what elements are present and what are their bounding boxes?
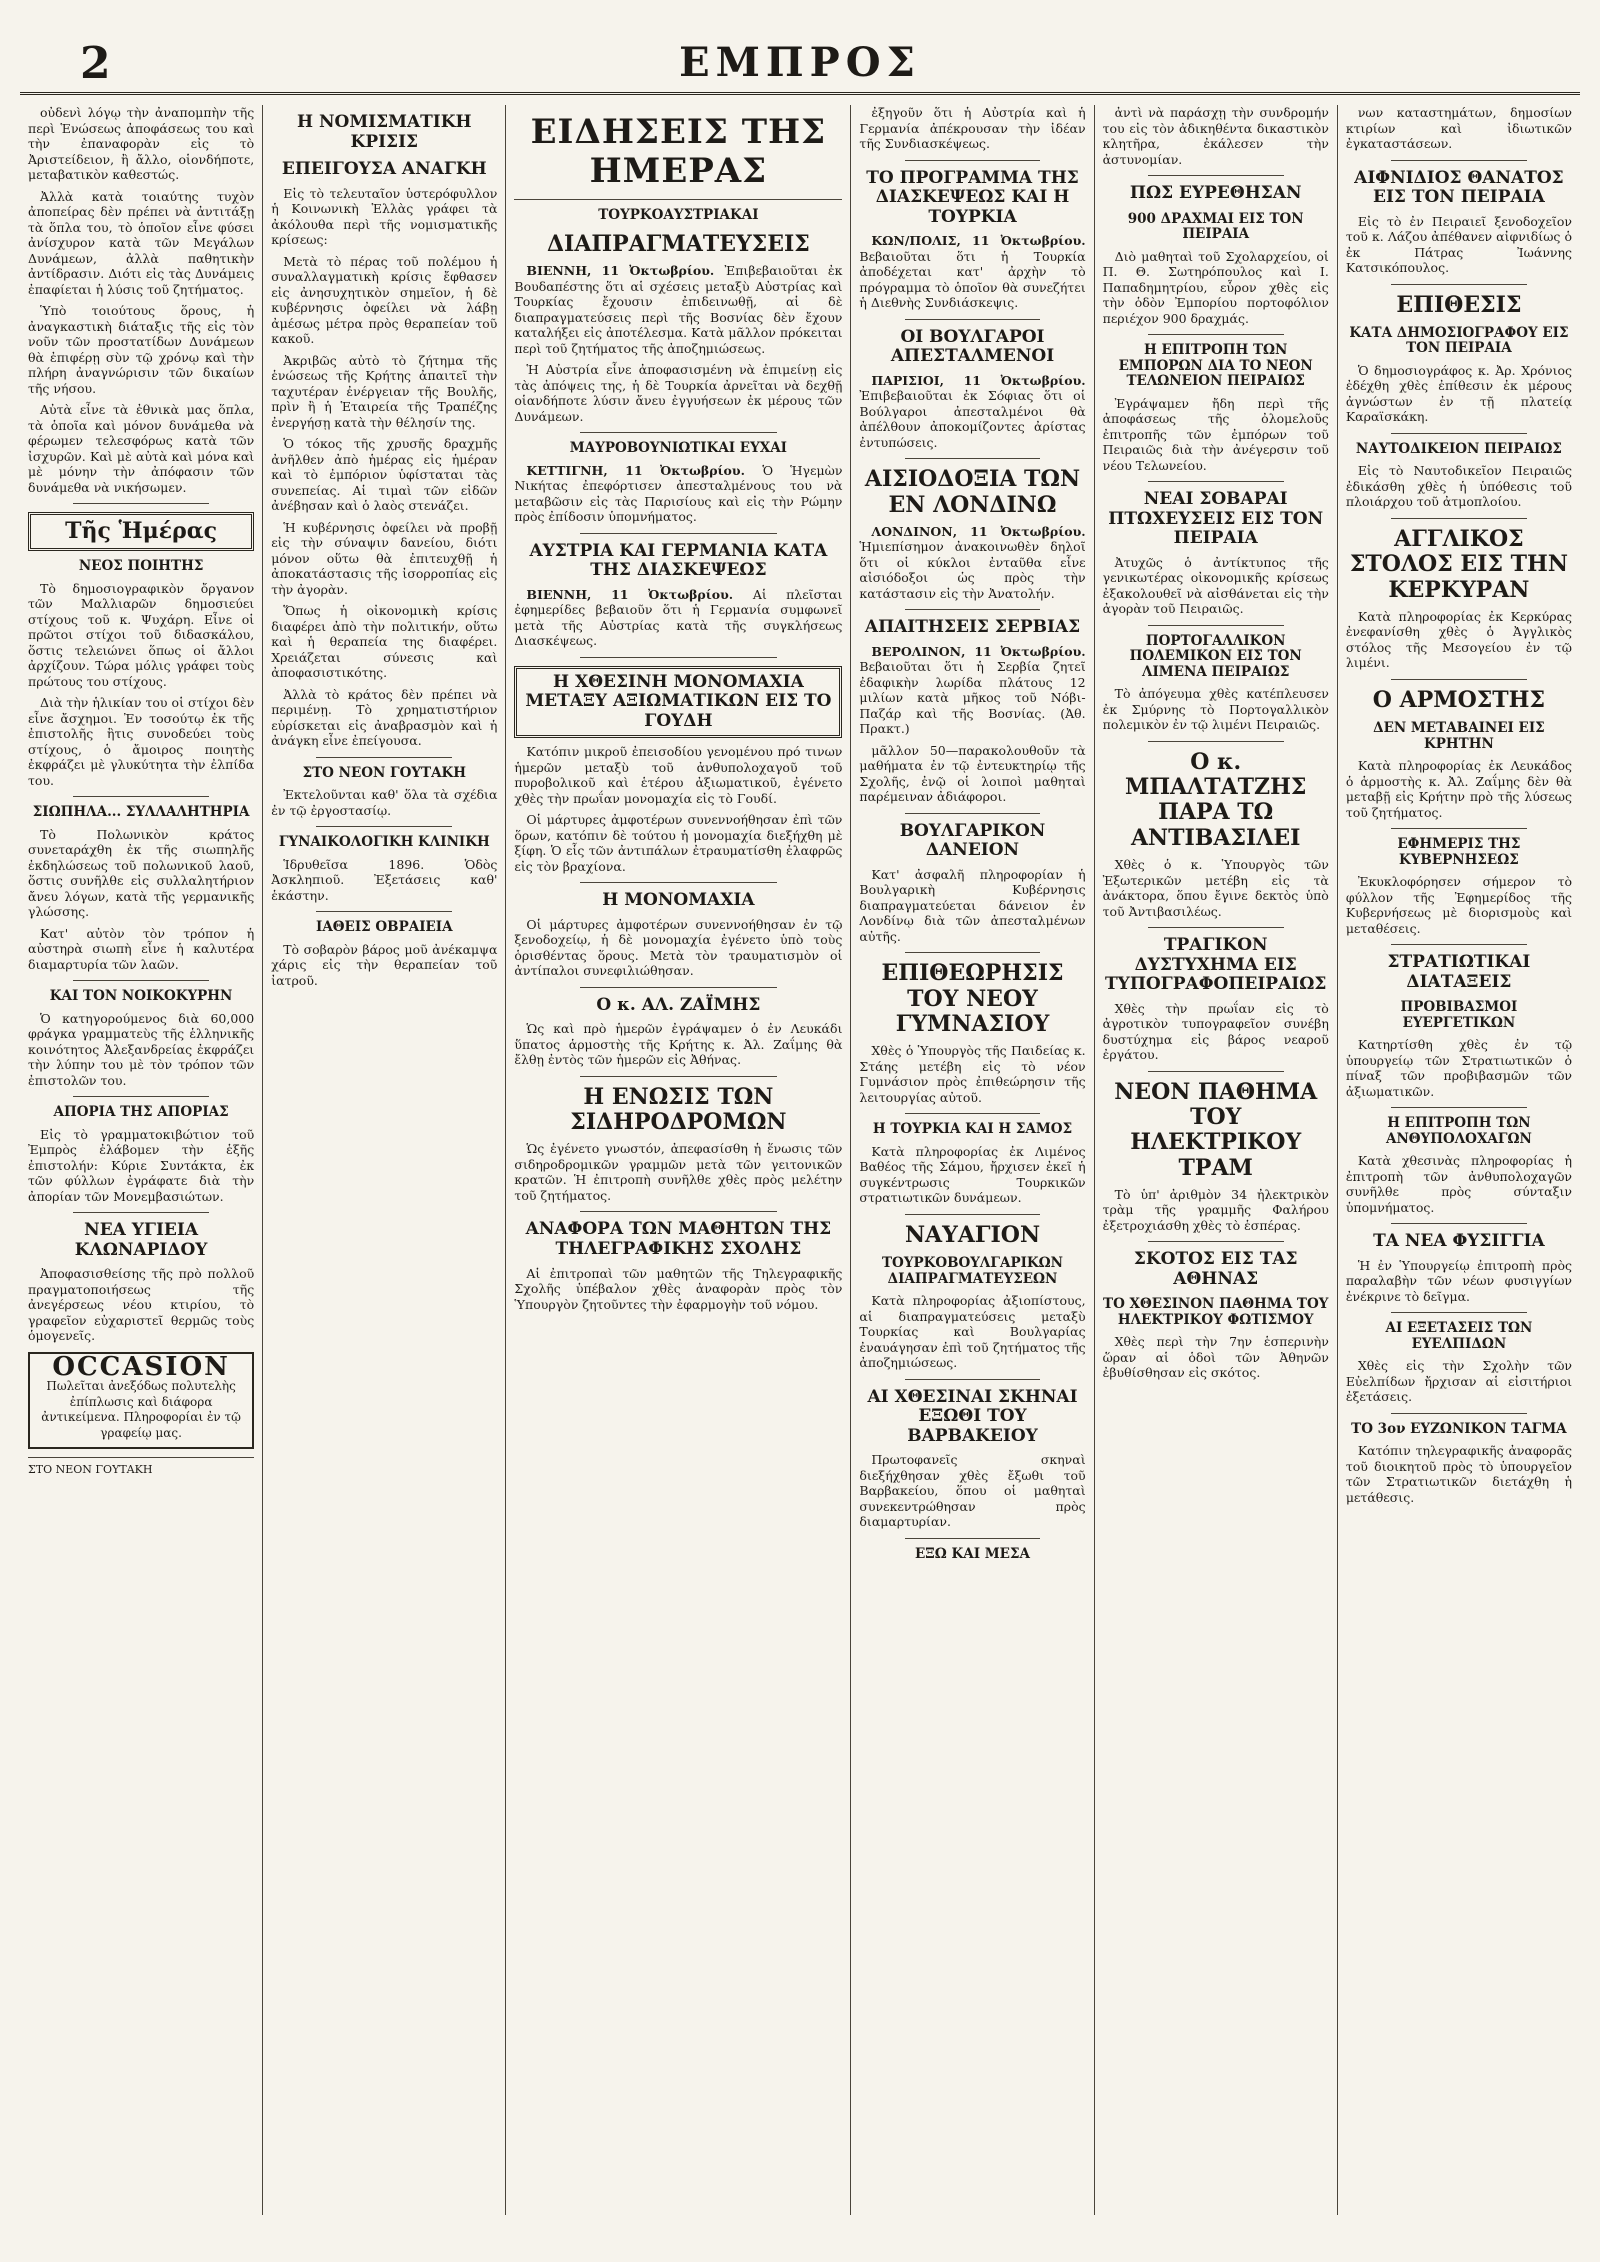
divider: [73, 503, 209, 504]
headline: ΕΙΔΗΣΕΙΣ ΤΗΣ ΗΜΕΡΑΣ: [530, 112, 827, 192]
headline: ΕΠΙΘΕΣΙΣ: [1396, 291, 1522, 318]
headline: ΤΑ ΝΕΑ ΦΥΣΙΓΓΙΑ: [1373, 1231, 1545, 1252]
divider: [905, 160, 1041, 161]
article-paragraph: ΒΙΕΝΝΗ, 11 Ὀκτωβρίου. Ἐπιβεβαιοῦται ἐκ Βουδαπέστης ὅτι αἱ σχέσεις μεταξὺ Αὐστρίας καὶ Τουρκίας ἔχουσιν ἐπιδεινωθῇ, αἱ δὲ διαπραγματεύσεις περὶ τῆς Βοσνίας δὲν ἔχουν καταλήξει εἰς ἀποτέλεσμα. Κατὰ μᾶλλον πρόκειται περὶ τοῦ ζητήματος τῆς ἀποζημιώσεως.: [514, 263, 843, 356]
article-paragraph: Χθὲς τὴν πρωΐαν εἰς τὸ ἀγροτικὸν τυπογραφεῖον συνέβη δυστύχημα εἰς βάρος νεαροῦ ἐργάτου.: [1102, 1000, 1329, 1063]
divider: [580, 882, 777, 883]
dateline: ΒΙΕΝΝΗ, 11 Ὀκτωβρίου.: [526, 586, 753, 602]
divider: [1148, 1241, 1284, 1242]
divider: [1148, 1071, 1284, 1072]
headline: ΠΟΡΤΟΓΑΛΛΙΚΟΝ ΠΟΛΕΜΙΚΟΝ ΕΙΣ ΤΟΝ ΛΙΜΕΝΑ ΠΕΙΡΑΙΩΣ: [1129, 632, 1302, 680]
article-paragraph: Τὸ σοβαρὸν βάρος μοῦ ἀνέκαμψα χάρις εἰς τὴν θεραπείαν τοῦ ἰατροῦ.: [271, 941, 498, 988]
divider: [73, 1212, 209, 1213]
article-paragraph: Ὁ κατηγορούμενος διὰ 60,000 φράγκα γραμματεὺς τῆς ἑλληνικῆς κοινότητος Ἀλεξανδρείας ἐκφράζει τὴν λύπην του μὲ τὸν τρόπον τῶν ἐπιστολῶν του.: [28, 1010, 255, 1088]
headline: ΣΙΩΠΗΛΑ... ΣΥΛΛΑΛΗΤΗΡΙΑ: [32, 804, 250, 821]
article-paragraph: Ἐγράψαμεν ἤδη περὶ τῆς ἀποφάσεως τῆς ὀλομελοῦς ἐπιτροπῆς τῶν ἐμπόρων τοῦ Πειραιῶς διὰ τὴν ἀνέγερσιν τοῦ νέου Τελωνείου.: [1102, 395, 1329, 473]
headline: Η ΕΠΙΤΡΟΠΗ ΤΩΝ ΑΝΘΥΠΟΛΟΧΑΓΩΝ: [1385, 1115, 1532, 1147]
article-paragraph: ἀντὶ νὰ παράσχῃ τὴν συνδρομήν του εἰς τὸν ἀδικηθέντα δικαστικὸν κλητῆρα, ἐκάλεσεν τὴν ἀστυνομίαν.: [1102, 105, 1329, 167]
headline: ΝΕΑ ΥΓΙΕΙΑ ΚΛΩΝΑΡΙΔΟΥ: [74, 1220, 208, 1260]
divider: [316, 757, 452, 758]
divider: [1391, 284, 1527, 285]
article-paragraph: Ὡς ἐγένετο γνωστόν, ἀπεφασίσθη ἡ ἕνωσις τῶν σιδηροδρομικῶν γραμμῶν μετὰ τῶν γειτονικῶν κρατῶν. Ἡ ἐπιτροπὴ συνῆλθε χθὲς πρὸς μελέτην τοῦ ζητήματος.: [514, 1141, 843, 1203]
divider: [73, 796, 209, 797]
dateline: ΛΟΝΔΙΝΟΝ, 11 Ὀκτωβρίου.: [871, 523, 1086, 539]
advertisement-title: OCCASION: [52, 1351, 230, 1382]
divider: [905, 609, 1041, 610]
dateline: ΠΑΡΙΣΙΟΙ, 11 Ὀκτωβρίου.: [871, 372, 1086, 388]
headline: ΝΕΟΣ ΠΟΙΗΤΗΣ: [78, 558, 204, 575]
article-paragraph: Κατὰ πληροφορίας ἀξιοπίστους, αἱ διαπραγματεύσεις μεταξὺ Τουρκίας καὶ Βουλγαρίας ἐναυάγησαν ἐπὶ τοῦ ζητήματος τῆς ἀποζημιώσεως.: [859, 1293, 1086, 1371]
headline: ΔΕΝ ΜΕΤΑΒΑΙΝΕΙ ΕΙΣ ΚΡΗΤΗΝ: [1373, 720, 1545, 752]
article-paragraph: ΒΙΕΝΝΗ, 11 Ὀκτωβρίου. Αἱ πλεῖσται ἐφημερίδες βεβαιοῦν ὅτι ἡ Γερμανία συμφωνεῖ μετὰ τῆς Αὐστρίας κατὰ τῆς συγκλήσεως Διασκέψεως.: [514, 586, 843, 649]
article-paragraph: ἐξηγοῦν ὅτι ἡ Αὐστρία καὶ ἡ Γερμανία ἀπέκρουσαν τὴν ἰδέαν τῆς Συνδιασκέψεως.: [859, 105, 1086, 151]
headline: Τῆς Ἡμέρας: [28, 512, 254, 551]
divider: [1391, 160, 1527, 161]
headline: Η ΝΟΜΙΣΜΑΤΙΚΗ ΚΡΙΣΙΣ: [297, 112, 472, 152]
headline: ΑΝΑΦΟΡΑ ΤΩΝ ΜΑΘΗΤΩΝ ΤΗΣ ΤΗΛΕΓΡΑΦΙΚΗΣ ΣΧΟΛΗΣ: [525, 1219, 832, 1259]
article-paragraph: Χθὲς ὁ Ὑπουργὸς τῆς Παιδείας κ. Στάης μετέβη εἰς τὸ νέον Γυμνάσιον πρὸς ἐπιθεώρησιν τῆς λειτουργίας αὐτοῦ.: [859, 1043, 1086, 1105]
divider: [905, 319, 1041, 320]
column-6: [1338, 105, 1580, 2215]
divider: [580, 432, 777, 433]
headline: ΑΓΓΛΙΚΟΣ ΣΤΟΛΟΣ ΕΙΣ ΤΗΝ ΚΕΡΚΥΡΑΝ: [1349, 525, 1568, 603]
headline: ΑΥΣΤΡΙΑ ΚΑΙ ΓΕΡΜΑΝΙΑ ΚΑΤΑ ΤΗΣ ΔΙΑΣΚΕΨΕΩΣ: [529, 540, 828, 581]
article-paragraph: νων καταστημάτων, δημοσίων κτιρίων καὶ ἰδιωτικῶν ἐγκαταστάσεων.: [1345, 105, 1573, 151]
article-paragraph: Κατὰ πληροφορίας ἐκ Λιμένος Βαθέος τῆς Σάμου, ἤρχισεν ἐκεῖ ἡ συγκέντρωσις Τουρκικῶν στρατιωτικῶν δυνάμεων.: [859, 1143, 1086, 1206]
article-paragraph: Κατόπιν μικροῦ ἐπεισοδίου γενομένου πρό τινων ἡμερῶν μεταξὺ τοῦ ἀνθυπολοχαγοῦ τοῦ πυροβολικοῦ καὶ ἑτέρου ἀξιωματικοῦ, ἐγένετο χθὲς τὴν πρωΐαν μονομαχία εἰς τὸ Γουδί.: [514, 744, 843, 806]
divider: [580, 533, 777, 534]
divider: [1148, 625, 1284, 626]
article-paragraph: Χθὲς περὶ τὴν 7ην ἑσπερινὴν ὥραν αἱ ὁδοὶ τῶν Ἀθηνῶν ἐβυθίσθησαν εἰς σκότος.: [1102, 1334, 1329, 1381]
article-paragraph: Εἰς τὸ Ναυτοδικεῖον Πειραιῶς ἐδικάσθη χθὲς ἡ ὑπόθεσις τοῦ πλοιάρχου τοῦ ἀτμοπλοίου.: [1345, 463, 1573, 510]
masthead: [20, 22, 1580, 95]
headline: ΕΠΕΙΓΟΥΣΑ ΑΝΑΓΚΗ: [281, 159, 487, 180]
divider: [1391, 1223, 1527, 1224]
headline: ΤΡΑΓΙΚΟΝ ΔΥΣΤΥΧΗΜΑ ΕΙΣ ΤΥΠΟΓΡΑΦΟΠΕΙΡΑΙΩΣ: [1105, 935, 1327, 995]
headline: Η ΤΟΥΡΚΙΑ ΚΑΙ Η ΣΑΜΟΣ: [872, 1121, 1073, 1138]
divider: [580, 1076, 777, 1077]
article-paragraph: ΒΕΡΟΛΙΝΟΝ, 11 Ὀκτωβρίου. Βεβαιοῦται ὅτι ἡ Σερβία ζητεῖ ἐδαφικὴν λωρίδα πλάτους 12 μιλίων κατὰ μῆκος τοῦ Νόβι-Παζάρ καὶ τῆς Βοσνίας. (Ἀθ. Πρακτ.): [859, 643, 1086, 737]
article-paragraph: Ὑπὸ τοιούτους ὅρους, ἡ ἀναγκαστικὴ διάταξις τῆς εἰς τὸν νοῦν τῶν προστατίδων Δυνάμεων θὰ ἐπιφέρῃ σὺν τῷ χρόνῳ καὶ τὴν πλήρη ἀναγνώρισιν τῶν δικαίων τῆς νήσου.: [28, 303, 255, 396]
article-paragraph: Ἡ κυβέρνησις ὀφείλει νὰ προβῇ εἰς τὴν σύναψιν δανείου, διότι μόνον οὕτω θὰ ἐπιτευχθῇ ἡ ἀποκατάστασις τῆς ἰσορροπίας εἰς τὴν ἀγορὰν.: [271, 519, 498, 597]
headline: ΤΟ ΠΡΟΓΡΑΜΜΑ ΤΗΣ ΔΙΑΣΚΕΨΕΩΣ ΚΑΙ Η ΤΟΥΡΚΙΑ: [866, 167, 1079, 227]
divider: [905, 1113, 1041, 1114]
headline: ΓΥΝΑΙΚΟΛΟΓΙΚΗ ΚΛΙΝΙΚΗ: [278, 834, 490, 851]
article-paragraph: ΠΑΡΙΣΙΟΙ, 11 Ὀκτωβρίου. Ἐπιβεβαιοῦται ἐκ Σόφιας ὅτι οἱ Βούλγαροι ἀπεσταλμένοι θὰ ἀπέλθουν ἀποκομίζοντες ἀρίστας ἐντυπώσεις.: [859, 372, 1086, 450]
article-paragraph: Πρωτοφανεῖς σκηναὶ διεξήχθησαν χθὲς ἔξωθι τοῦ Βαρβακείου, ὅπου οἱ μαθηταὶ συνεκεντρώθησαν πρὸς διαμαρτυρίαν.: [859, 1452, 1086, 1530]
headline: ΑΙΣΙΟΔΟΞΙΑ ΤΩΝ ΕΝ ΛΟΝΔΙΝΩ: [864, 466, 1081, 518]
headline: ΤΟ 3ον ΕΥΖΩΝΙΚΟΝ ΤΑΓΜΑ: [1351, 1420, 1567, 1437]
article-paragraph: Κατ' ἀσφαλῆ πληροφορίαν ἡ Βουλγαρικὴ Κυβέρνησις διαπραγματεύεται δάνειον ἐν Λονδίνῳ διὰ τῶν ἀπεσταλμένων αὐτῆς.: [859, 866, 1086, 944]
column-2: [263, 105, 506, 2215]
headline: ΙΑΘΕΙΣ ΟΒΡΑΙΕΙΑ: [316, 919, 453, 936]
article-paragraph: Οἱ μάρτυρες ἀμφοτέρων συνεννοήθησαν ἐν τῷ ξενοδοχείῳ, ἡ δὲ μονομαχία ἐγένετο ὑπὸ τοὺς ὁρισθέντας ὅρους. Μετὰ τὸν τραυματισμὸν οἱ ἀντίπαλοι συνεφιλιώθησαν.: [514, 916, 843, 979]
article-paragraph: Ἐκτελοῦνται καθ' ὅλα τὰ σχέδια ἐν τῷ ἐργοστασίῳ.: [271, 787, 498, 818]
dateline: ΚΕΤΤΙΓΝΗ, 11 Ὀκτωβρίου.: [526, 462, 763, 478]
article-paragraph: Ὡς καὶ πρὸ ἡμερῶν ἐγράψαμεν ὁ ἐν Λευκάδι ὕπατος ἁρμοστὴς τῆς Κρήτης κ. Ἀλ. Ζαΐμης θὰ ἔλθῃ ἐντὸς τῶν ἡμερῶν εἰς Ἀθήνας.: [514, 1021, 843, 1068]
headline: ΝΕΟΝ ΠΑΘΗΜΑ ΤΟΥ ΗΛΕΚΤΡΙΚΟΥ ΤΡΑΜ: [1114, 1078, 1318, 1181]
article-paragraph: Διὸ μαθηταὶ τοῦ Σχολαρχείου, οἱ Π. Θ. Σωτηρόπουλος καὶ Ι. Παπαδημητρίου, εὗρον χθὲς εἰς τὴν ὁδὸν Ἐμπορίου πορτοφόλιον περιέχον 900 δραχμάς.: [1102, 248, 1329, 326]
divider: [1391, 1312, 1527, 1313]
headline: ΕΦΗΜΕΡΙΣ ΤΗΣ ΚΥΒΕΡΝΗΣΕΩΣ: [1397, 836, 1521, 868]
divider: [1391, 433, 1527, 434]
newspaper-title: ΕΜΠΡΟΣ: [679, 39, 921, 86]
headline: ΑΙ ΕΞΕΤΑΣΕΙΣ ΤΩΝ ΕΥΕΛΠΙΔΩΝ: [1385, 1320, 1533, 1352]
article-paragraph: Εἰς τὸ γραμματοκιβώτιον τοῦ Ἐμπρὸς ἐλάβομεν τὴν ἑξῆς ἐπιστολήν: Κύριε Συντάκτα, ἐκ τῶν φύλλων ἐγράφατε διὰ τὴν ἀπορίαν τῶν Μονεμβασιώτων.: [28, 1126, 255, 1204]
article-paragraph: Κατὰ χθεσινὰς πληροφορίας ἡ ἐπιτροπὴ τῶν ἀνθυπολοχαγῶν συνῆλθε πρὸς σύνταξιν ὑπομνήματος.: [1345, 1153, 1573, 1215]
article-paragraph: Αἱ ἐπιτροπαὶ τῶν μαθητῶν τῆς Τηλεγραφικῆς Σχολῆς ὑπέβαλον χθὲς ἀναφορὰν πρὸς τὸν Ὑπουργὸν ζητοῦντες τὴν ἐφαρμογὴν τοῦ νόμου.: [514, 1265, 843, 1312]
divider: [1391, 518, 1527, 519]
divider: [316, 911, 452, 912]
divider: [1148, 334, 1284, 335]
article-paragraph: Ἡ ἐν Ὑπουργείῳ ἐπιτροπὴ πρὸς παραλαβὴν τῶν νέων φυσιγγίων ἐνέκρινε τὸ δεῖγμα.: [1345, 1257, 1573, 1304]
headline: ΟΙ ΒΟΥΛΓΑΡΟΙ ΑΠΕΣΤΑΛΜΕΝΟΙ: [890, 326, 1055, 367]
divider: [905, 1214, 1041, 1215]
advertisement: [28, 1352, 254, 1450]
headline: ΣΤΡΑΤΙΩΤΙΚΑΙ ΔΙΑΤΑΞΕΙΣ: [1387, 952, 1531, 992]
article-paragraph: Ὁ τόκος τῆς χρυσῆς δραχμῆς ἀνῆλθεν ἀπὸ ἡμέρας εἰς ἡμέραν καὶ τὸ ἐμπόριον ὑφίσταται τὰς συνεπείας. Αἱ τιμαὶ τῶν εἰδῶν ἀνέβησαν καὶ ὁ λαὸς στενάζει.: [271, 436, 498, 514]
headline: 900 ΔΡΑΧΜΑΙ ΕΙΣ ΤΟΝ ΠΕΙΡΑΙΑ: [1127, 210, 1304, 243]
article-paragraph: Ἡ Αὐστρία εἶνε ἀποφασισμένη νὰ ἐπιμείνῃ εἰς τὰς ἀπόψεις της, ἡ δὲ Τουρκία ἀρνεῖται νὰ δεχθῇ οἱανδήποτε λύσιν ἄνευ ἐγγυήσεων ἐκ μέρους τῶν Δυνάμεων.: [514, 362, 843, 424]
headline: Ο κ. ΑΛ. ΖΑΪΜΗΣ: [596, 994, 761, 1015]
article-paragraph: Ὅπως ἡ οἰκονομικὴ κρίσις διαφέρει ἀπὸ τὴν πολιτικήν, οὕτω καὶ ἡ θεραπεία της διαφέρει. Χρειάζεται σύνεσις καὶ ἀποφασιστικότης.: [271, 603, 498, 681]
article-paragraph: Αὐτὰ εἶνε τὰ ἐθνικὰ μας ὅπλα, τὰ ὁποῖα καὶ μόνον δυνάμεθα νὰ φέρωμεν τελεσφόρως κατὰ τῶν ἰσχυρῶν. Καὶ μὲ αὐτὰ καὶ μόνα καὶ μὲ μόνην τὴν ἀπόφασιν τῶν δυνάμεθα νὰ νικήσωμεν.: [28, 402, 255, 495]
article-paragraph: Χθὲς ὁ κ. Ὑπουργὸς τῶν Ἐξωτερικῶν μετέβη εἰς τὰ ἀνάκτορα, ὅπου ἔγινε δεκτὸς ὑπὸ τοῦ Ἀντιβασιλέως.: [1102, 857, 1329, 919]
headline: Η ΕΝΩΣΙΣ ΤΩΝ ΣΙΔΗΡΟΔΡΟΜΩΝ: [570, 1083, 787, 1136]
headline: ΔΙΑΠΡΑΓΜΑΤΕΥΣΕΙΣ: [546, 230, 810, 257]
headline: ΑΠΑΙΤΗΣΕΙΣ ΣΕΡΒΙΑΣ: [864, 617, 1081, 638]
divider: [905, 458, 1041, 459]
headline: ΑΙΦΝΙΔΙΟΣ ΘΑΝΑΤΟΣ ΕΙΣ ΤΟΝ ΠΕΙΡΑΙΑ: [1354, 167, 1564, 208]
divider: [580, 1211, 777, 1212]
divider: [1391, 679, 1527, 680]
article-paragraph: μᾶλλον 50—παρακολουθοῦν τὰ μαθήματα ἐν τῷ ἐντευκτηρίῳ τῆς Σχολῆς, ἐνῷ οἱ λοιποὶ μαθηταὶ παρέμειναν ἀδιάφοροι.: [859, 742, 1086, 805]
divider: [580, 987, 777, 988]
column-4: [851, 105, 1094, 2215]
article-paragraph: Κατηρτίσθη χθὲς ἐν τῷ ὑπουργείῳ τῶν Στρατιωτικῶν ὁ πίναξ τῶν προβιβασμῶν τῶν ἀξιωματικῶν.: [1345, 1037, 1573, 1099]
headline: ΠΡΟΒΙΒΑΣΜΟΙ ΕΥΕΡΓΕΤΙΚΩΝ: [1400, 999, 1518, 1031]
headline: ΕΠΙΘΕΩΡΗΣΙΣ ΤΟΥ ΝΕΟΥ ΓΥΜΝΑΣΙΟΥ: [881, 960, 1064, 1038]
headline: ΜΑΥΡΟΒΟΥΝΙΩΤΙΚΑΙ ΕΥΧΑΙ: [569, 440, 788, 456]
divider: [1148, 741, 1284, 742]
article-paragraph: Ἀκριβῶς αὐτὸ τὸ ζήτημα τῆς ἑνώσεως τῆς Κρήτης ἀπαιτεῖ τὴν ταχυτέραν ἐνέργειαν τῆς Βουλῆς, πρὶν ἢ ἡ Ἑταιρεία τῆς Τραπέζης ἐνεργήσῃ κατὰ τὴν θέλησίν της.: [271, 352, 498, 430]
divider: [73, 1096, 209, 1097]
divider: [1148, 927, 1284, 928]
headline: ΤΟ ΧΘΕΣΙΝΟΝ ΠΑΘΗΜΑ ΤΟΥ ΗΛΕΚΤΡΙΚΟΥ ΦΩΤΙΣΜΟΥ: [1103, 1296, 1329, 1328]
divider: [1391, 828, 1527, 829]
article-paragraph: Εἰς τὸ ἐν Πειραιεῖ ξενοδοχεῖον τοῦ κ. Λάζου ἀπέθανεν αἰφνιδίως ὁ ἐκ Πάτρας Ἰωάννης Κατσικόπουλος.: [1345, 213, 1573, 276]
headline: ΝΑΥΤΟΔΙΚΕΙΟΝ ΠΕΙΡΑΙΩΣ: [1355, 440, 1562, 457]
divider: [316, 826, 452, 827]
newspaper-page: [20, 22, 1580, 2218]
divider: [580, 657, 777, 658]
dateline: ΚΩΝ/ΠΟΛΙΣ, 11 Ὀκτωβρίου.: [871, 233, 1086, 249]
headline: Η ΧΘΕΣΙΝΗ ΜΟΝΟΜΑΧΙΑ ΜΕΤΑΞΥ ΑΞΙΩΜΑΤΙΚΩΝ ΕΙΣ ΤΟ ΓΟΥΔΗ: [514, 666, 842, 739]
headline: Η ΜΟΝΟΜΑΧΙΑ: [602, 890, 755, 911]
column-5: [1095, 105, 1338, 2215]
article-paragraph: Ἀτυχῶς ὁ ἀντίκτυπος τῆς γενικωτέρας οἰκονομικῆς κρίσεως ἐξακολουθεῖ νὰ αἰσθάνεται εἰς τὴν ἀγορὰν τοῦ Πειραιῶς.: [1102, 554, 1329, 617]
article-paragraph: Ἀλλὰ κατὰ τοιαύτης τυχὸν ἀποπείρας δὲν πρέπει νὰ ἀντιτάξῃ τὰ ὅπλα του, τὸ ὁποῖον εἶνε φύσει ἀνίσχυρον κατὰ τῶν Μεγάλων Δυνάμεων, ἀλλὰ παθητικὴν ἀντίδρασιν. Διότι εἰς τὰς Δυνάμεις ἐπαφίεται ἡ λύσις τοῦ ζητήματος.: [28, 188, 255, 297]
article-paragraph: Τὸ Πολωνικὸν κράτος συνεταράχθη ἐκ τῆς σιωπηλῆς ἐκδηλώσεως τοῦ πολωνικοῦ λαοῦ, ὅστις συνῆλθε εἰς συλλαλητήριον ἄνευ λόγων, κατὰ τῆς γερμανικῆς γλώσσης.: [28, 826, 255, 920]
headline: ΚΑΤΑ ΔΗΜΟΣΙΟΓΡΑΦΟΥ ΕΙΣ ΤΟΝ ΠΕΙΡΑΙΑ: [1349, 324, 1569, 357]
headline: ΝΑΥΑΓΙΟΝ: [904, 1221, 1041, 1248]
headline: Η ΕΠΙΤΡΟΠΗ ΤΩΝ ΕΜΠΟΡΩΝ ΔΙΑ ΤΟ ΝΕΟΝ ΤΕΛΩΝΕΙΟΝ ΠΕΙΡΑΙΩΣ: [1118, 342, 1313, 390]
article-paragraph: Τὸ δημοσιογραφικὸν ὄργανον τῶν Μαλλιαρῶν δημοσιεύει στίχους τοῦ κ. Ψυχάρη. Εἶνε οἱ πρῶτοι στίχοι τοῦ διδασκάλου, ὅστις τελειώνει ὅπως οἱ ἄλλοι ἀρχίζουν. Τώρα μόλις γράφει τοὺς πρώτους του στίχους.: [28, 580, 255, 689]
headline: Ο κ. ΜΠΑΛΤΑΤΖΗΣ ΠΑΡΑ ΤΩ ΑΝΤΙΒΑΣΙΛΕΙ: [1124, 748, 1307, 851]
divider: [1148, 481, 1284, 482]
headline: ΚΑΙ ΤΟΝ ΝΟΙΚΟΚΥΡΗΝ: [49, 988, 233, 1005]
divider: [905, 1379, 1041, 1380]
article-paragraph: Κατὰ πληροφορίας ἐκ Λευκάδος ὁ ἁρμοστὴς κ. Ἀλ. Ζαΐμης δὲν θὰ μεταβῇ εἰς Κρήτην πρὸ τῆς λύσεως τοῦ ζητήματος.: [1345, 758, 1573, 820]
article-paragraph: Τὸ ἀπόγευμα χθὲς κατέπλευσεν ἐκ Σμύρνης τὸ Πορτογαλλικὸν πολεμικὸν ἐν τῷ λιμένι Πειραιῶς.: [1102, 686, 1329, 733]
article-paragraph: Κατόπιν τηλεγραφικῆς ἀναφορᾶς τοῦ διοικητοῦ πρὸς τὸ ὑπουργεῖον τῶν Στρατιωτικῶν διετάχθη ἡ μετάθεσις.: [1345, 1443, 1573, 1505]
article-paragraph: Μετὰ τὸ πέρας τοῦ πολέμου ἡ συναλλαγματικὴ κρίσις ἔφθασεν εἰς ἀνησυχητικὸν σημεῖον, ἡ δὲ κυβέρνησις ὀφείλει νὰ λάβῃ ἀμέσως μέτρα πρὸς θεραπείαν τοῦ κακοῦ.: [271, 253, 498, 347]
dateline: ΒΕΡΟΛΙΝΟΝ, 11 Ὀκτωβρίου.: [871, 643, 1086, 659]
headline: ΒΟΥΛΓΑΡΙΚΟΝ ΔΑΝΕΙΟΝ: [899, 820, 1046, 861]
article-paragraph: Χθὲς εἰς τὴν Σχολὴν τῶν Εὐελπίδων ἤρχισαν αἱ εἰσιτήριοι ἐξετάσεις.: [1345, 1358, 1573, 1405]
article-paragraph: Ἱδρυθεῖσα 1896. Ὁδὸς Ἀσκληπιοῦ. Ἐξετάσεις καθ' ἑκάστην.: [271, 856, 498, 903]
headline: ΑΠΟΡΙΑ ΤΗΣ ΑΠΟΡΙΑΣ: [53, 1104, 229, 1121]
column-1: [20, 105, 263, 2215]
article-paragraph: Οἱ μάρτυρες ἀμφοτέρων συνεννοήθησαν ἐπὶ τῶν ὅρων, κατόπιν δὲ τούτου ἡ μονομαχία διεξήχθη μὲ ξίφη. Ὁ εἷς τῶν ἀντιπάλων ἐτραυματίσθη ἐλαφρῶς εἰς τὸν βραχίονα.: [514, 812, 843, 874]
article-paragraph: Ἀποφασισθείσης τῆς πρὸ πολλοῦ πραγματοποιήσεως τῆς ἀνεγέρσεως νέου κτιρίου, τὸ γραφεῖον εὐχαριστεῖ θερμῶς τοὺς ὁμογενεῖς.: [28, 1266, 255, 1344]
divider: [1391, 1413, 1527, 1414]
article-paragraph: Εἰς τὸ τελευταῖον ὑστερόφυλλον ἡ Κοινωνικὴ Ἑλλὰς γράφει τὰ ἀκόλουθα περὶ τῆς νομισματικῆς κρίσεως:: [271, 185, 498, 248]
dateline: ΒΙΕΝΝΗ, 11 Ὀκτωβρίου.: [526, 263, 725, 278]
headline: ΕΞΩ ΚΑΙ ΜΕΣΑ: [915, 1545, 1030, 1562]
divider: [514, 199, 842, 200]
divider: [1391, 1107, 1527, 1108]
headline: ΑΙ ΧΘΕΣΙΝΑΙ ΣΚΗΝΑΙ ΕΞΩΘΙ ΤΟΥ ΒΑΡΒΑΚΕΙΟΥ: [867, 1386, 1078, 1446]
article-paragraph: ΛΟΝΔΙΝΟΝ, 11 Ὀκτωβρίου. Ἡμιεπίσημον ἀνακοινωθὲν δηλοῖ ὅτι οἱ κύκλοι ἐνταῦθα εἶνε αἰσιόδοξοι ὡς πρὸς τὴν κατάστασιν εἰς τὴν Ἀνατολήν.: [859, 523, 1086, 601]
divider: [73, 980, 209, 981]
article-paragraph: Ὁ δημοσιογράφος κ. Ἀρ. Χρόνιος ἐδέχθη χθὲς ἐπίθεσιν ἐκ μέρους ἀγνώστων ἐν τῇ πλατείᾳ Καραϊσκάκη.: [1345, 362, 1573, 425]
article-paragraph: ΚΕΤΤΙΓΝΗ, 11 Ὀκτωβρίου. Ὁ Ἡγεμὼν Νικήτας ἐπεφόρτισεν ἀπεσταλμένους του νὰ μεταβῶσιν εἰς τὰς Παρισίους καὶ εἰς τὴν Ρώμην πρὸς ἐπίδοσιν ὑπομνήματος.: [514, 462, 843, 525]
article-paragraph: ΚΩΝ/ΠΟΛΙΣ, 11 Ὀκτωβρίου. Βεβαιοῦται ὅτι ἡ Τουρκία ἀποδέχεται κατ' ἀρχὴν τὸ πρόγραμμα τὸ ὁποῖον θὰ συνεζήτει ἡ Διεθνὴς Συνδιάσκεψις.: [859, 233, 1086, 311]
article-paragraph: οὐδενὶ λόγῳ τὴν ἀναπομπὴν τῆς περὶ Ἑνώσεως ἀποφάσεως του καὶ τὴν ἐπαναφορὰν εἰς τὸ Ἀριστείδειον, ἢ ἄλλο, οἱονδήποτε, μεταβατικὸν καθεστώς.: [28, 105, 255, 182]
divider: [1148, 175, 1284, 176]
page-number: 2: [80, 38, 111, 89]
divider: [905, 952, 1041, 953]
headline: ΤΟΥΡΚΟΑΥΣΤΡΙΑΚΑΙ: [598, 207, 759, 224]
footer-notice: ΣΤΟ ΝΕΟΝ ΓΟΥΤΑΚΗ: [28, 1457, 254, 1478]
headline: Ο ΑΡΜΟΣΤΗΣ: [1372, 686, 1546, 713]
article-paragraph: Ἀλλὰ τὸ κράτος δὲν πρέπει νὰ περιμένῃ. Τὸ χρηματιστήριον εὑρίσκεται εἰς ἀναβρασμὸν καὶ ἡ ἀνάγκη εἶνε ἐπείγουσα.: [271, 686, 498, 749]
headline: ΠΩΣ ΕΥΡΕΘΗΣΑΝ: [1129, 183, 1302, 203]
headline: ΤΟΥΡΚΟΒΟΥΛΓΑΡΙΚΩΝ ΔΙΑΠΡΑΓΜΑΤΕΥΣΕΩΝ: [882, 1255, 1063, 1287]
article-paragraph: Κατὰ πληροφορίας ἐκ Κερκύρας ἐνεφανίσθη χθὲς ὁ Ἀγγλικὸς στόλος τῆς Μεσογείου ἐν τῷ λιμένι.: [1345, 608, 1573, 671]
divider: [905, 1538, 1041, 1539]
advertisement-text: Πωλεῖται ἀνεξόδως πολυτελὴς ἐπίπλωσις καὶ διάφορα ἀντικείμενα. Πληροφορίαι ἐν τῷ γραφείῳ μας.: [41, 1379, 241, 1440]
article-paragraph: Ἐκυκλοφόρησεν σήμερον τὸ φύλλον τῆς Ἐφημερίδος τῆς Κυβερνήσεως μὲ διορισμοὺς καὶ μεταθέσεις.: [1345, 874, 1573, 936]
headline: ΣΤΟ ΝΕΟΝ ΓΟΥΤΑΚΗ: [302, 764, 467, 781]
divider: [905, 813, 1041, 814]
headline: ΝΕΑΙ ΣΟΒΑΡΑΙ ΠΤΩΧΕΥΣΕΙΣ ΕΙΣ ΤΟΝ ΠΕΙΡΑΙΑ: [1108, 489, 1324, 549]
article-paragraph: Κατ' αὐτὸν τὸν τρόπον ἡ αὐστηρὰ σιωπὴ εἶνε ἡ καλυτέρα διαμαρτυρία τῶν λαῶν.: [28, 925, 255, 972]
headline: ΣΚΟΤΟΣ ΕΙΣ ΤΑΣ ΑΘΗΝΑΣ: [1133, 1249, 1298, 1289]
article-paragraph: Τὸ ὑπ' ἀριθμὸν 34 ἠλεκτρικὸν τρὰμ τῆς γραμμῆς Φαλήρου ἐξετροχιάσθη χθὲς τὸ ἑσπέρας.: [1102, 1186, 1329, 1233]
column-3: [506, 105, 851, 2215]
article-paragraph: Διὰ τὴν ἡλικίαν του οἱ στίχοι δὲν εἶνε ἄσχημοι. Ἐν τοσούτῳ ἐκ τῆς ἐπιστολῆς ἣτις συνοδεύει τοὺς στίχους, ὁ ἄμοιρος ποιητὴς ἐκφράζει μὲ γλυκύτητα τὴν ἐλπίδα του.: [28, 695, 255, 788]
divider: [1391, 944, 1527, 945]
columns-container: [20, 105, 1580, 2215]
